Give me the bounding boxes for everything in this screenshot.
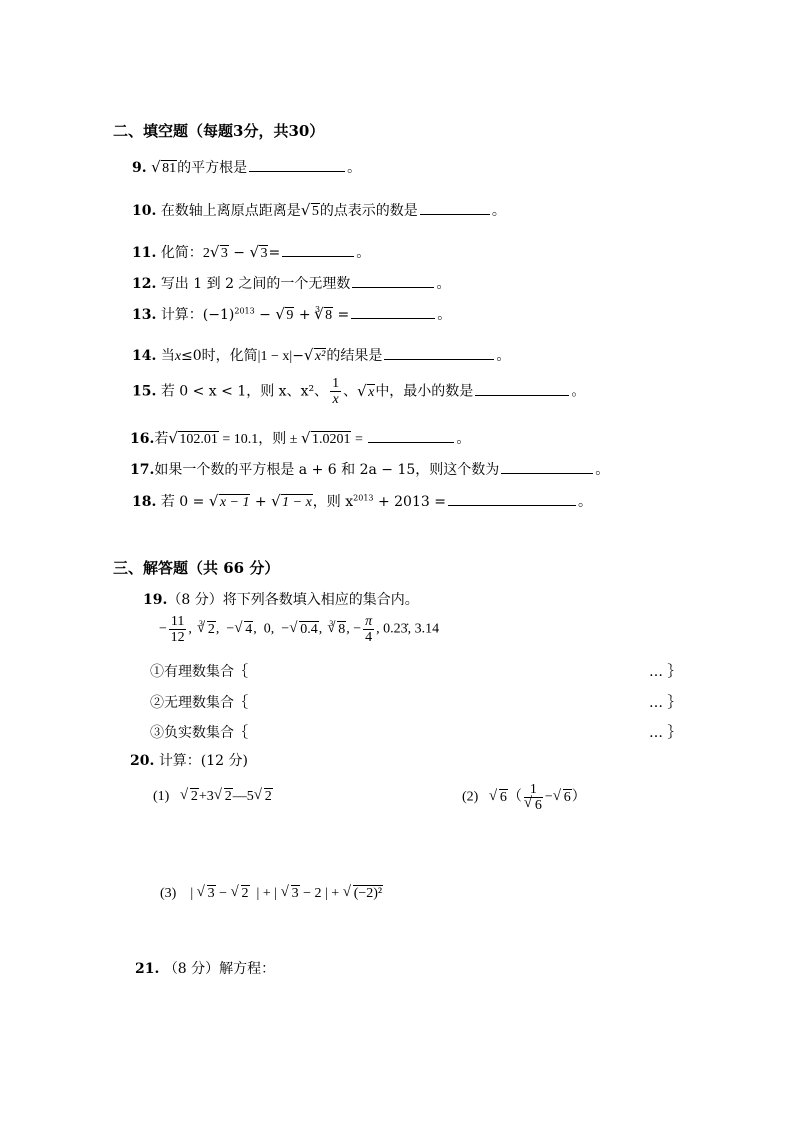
- question-10: 10. 在数轴上离原点距离是√ 5的点表示的数是 。: [132, 200, 506, 220]
- question-number: 10.: [132, 203, 157, 219]
- question-text: 在数轴上离原点距离是: [160, 203, 301, 219]
- question-text: 若 0 =: [160, 494, 209, 510]
- question-20-part-2: (2) √ 6（ 1 √ 6 −√ 6）: [462, 782, 586, 813]
- negative-real-set-end: … ｝: [649, 725, 682, 741]
- question-number: 17.: [130, 462, 155, 478]
- question-number: 13.: [132, 307, 157, 323]
- question-number: 12.: [132, 276, 157, 292]
- question-number: 20.: [130, 753, 155, 769]
- question-text: 当: [160, 348, 175, 364]
- sqrt-5: √ 5: [302, 203, 320, 220]
- question-text: （8 分）将下列各数填入相应的集合内。: [167, 592, 419, 608]
- answer-blank[interactable]: [351, 304, 435, 319]
- question-number: 19.: [143, 592, 168, 608]
- question-text: 的平方根是: [177, 160, 248, 176]
- question-16: 16.若√ 102.01 = 10.1，则 ± √ 1.0201 = 。: [130, 428, 470, 448]
- question-15: 15. 若 0 < x < 1，则 x、x²、 $\frac{1}{x}$ 、√ x中，最小的数是 。: [132, 376, 585, 407]
- question-number: 15.: [132, 383, 157, 400]
- question-12: 12. 写出 1 到 2 之间的一个无理数 。: [132, 273, 450, 293]
- answer-blank[interactable]: [420, 200, 490, 215]
- question-20-part-3: (3) | √ 3 − √ 2 | + | √ 3 − 2 | + √ (−2)²: [160, 886, 383, 902]
- answer-blank[interactable]: [475, 381, 569, 396]
- irrational-set-label: ②无理数集合｛: [150, 695, 248, 711]
- section3-title: 三、解答题（共 66 分）: [113, 559, 280, 577]
- question-text: 若 0 < x < 1，则 x、x²、: [160, 383, 329, 400]
- question-number: 16.: [130, 431, 155, 447]
- answer-blank[interactable]: [384, 345, 494, 360]
- question-number: 9.: [132, 160, 147, 176]
- rational-set-end: … ｝: [649, 664, 682, 680]
- question-14: 14. 当x≤0时，化简|1 − x|−√ x²的结果是 。: [132, 345, 510, 365]
- section2-title: 二、填空题（每题3分，共30）: [113, 122, 325, 140]
- question-text: 计算：(−1): [160, 307, 235, 323]
- question-21: [135, 958, 275, 978]
- question-20-part-1: (1) √ 2+3√ 2—5√ 2: [153, 789, 273, 805]
- question-number: 11.: [132, 245, 157, 261]
- number-list: − $\frac{11}{12}$ , $^3$√ 2, −√ 4, 0, −√ 0.4, $^3$√ 8, − $\frac{\pi}{4}$ , 0.23̇, 3.14: [159, 614, 439, 645]
- question-number: 18.: [132, 494, 157, 510]
- question-number: 14.: [132, 348, 157, 364]
- answer-blank[interactable]: [368, 428, 454, 443]
- sqrt-81: √ 81: [152, 160, 177, 177]
- answer-blank[interactable]: [352, 273, 434, 288]
- rational-set-label: ①有理数集合｛: [150, 664, 248, 680]
- answer-blank[interactable]: [448, 491, 576, 506]
- irrational-set-end: … ｝: [649, 695, 682, 711]
- question-text: 化简：: [160, 245, 203, 261]
- question-text: 如果一个数的平方根是 a + 6 和 2a − 15，则这个数为: [154, 462, 500, 478]
- question-18: 18. 若 0 = √ x − 1 + √ 1 − x，则 $x^{2013} + 2013$ = 。: [132, 491, 592, 511]
- question-text: 计算：(12 分): [158, 753, 249, 769]
- question-number: 21.: [135, 961, 160, 977]
- question-19: [143, 589, 419, 609]
- question-17: 17.如果一个数的平方根是 a + 6 和 2a − 15，则这个数为 。: [130, 459, 609, 479]
- question-9: 9. √ 81的平方根是 。: [132, 157, 361, 177]
- question-11: 11. 化简：2√ 3 − √ 3= 。: [132, 242, 370, 262]
- question-text: 写出 1 到 2 之间的一个无理数: [160, 276, 351, 292]
- negative-real-set-label: ③负实数集合｛: [150, 725, 248, 741]
- answer-blank[interactable]: [249, 157, 345, 172]
- question-13: 13. 计算：$(-1)^{2013}$ − √ 9 + $^3$√ 8 = 。: [132, 304, 451, 324]
- question-text: 若: [154, 431, 169, 447]
- question-20: [130, 750, 248, 770]
- answer-blank[interactable]: [501, 459, 593, 474]
- question-text: （8 分）解方程：: [163, 961, 276, 977]
- answer-blank[interactable]: [282, 242, 354, 257]
